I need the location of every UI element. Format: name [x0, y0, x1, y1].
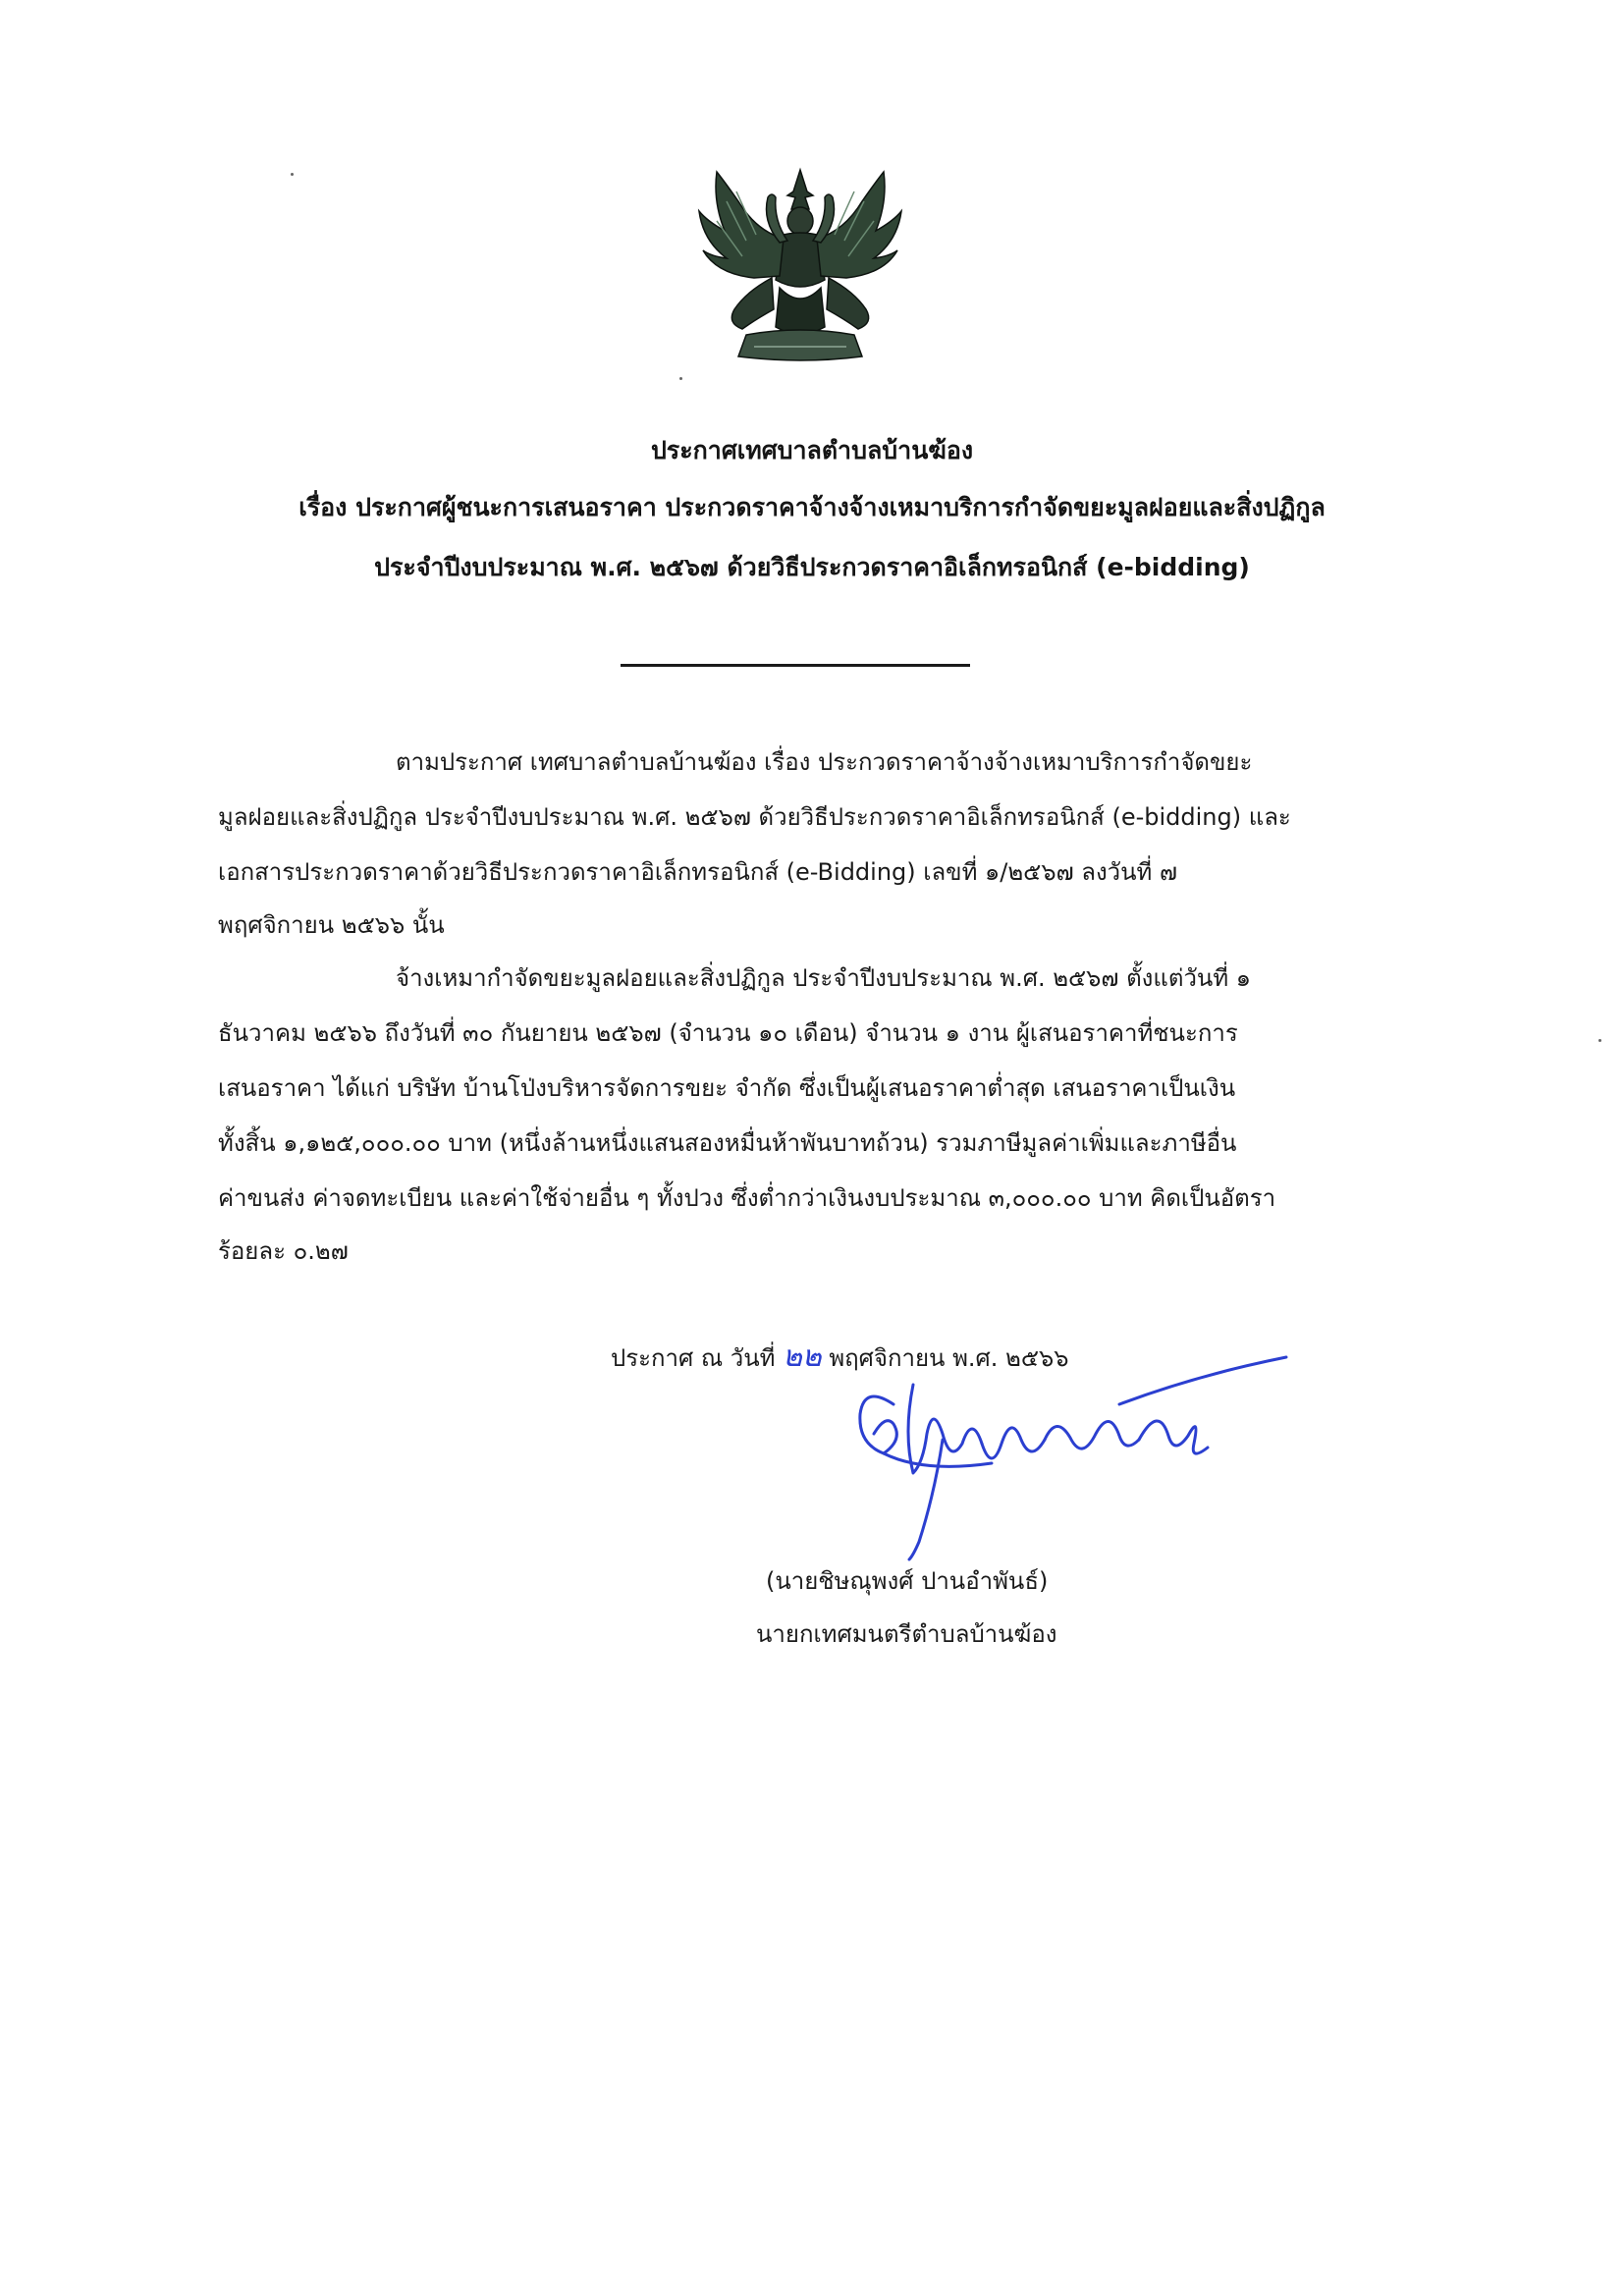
signatory-name: (นายชิษณุพงศ์ ปานอำพันธ์): [766, 1567, 1049, 1595]
garuda-emblem-icon: [677, 162, 923, 368]
paragraph-1-line: เอกสารประกวดราคาด้วยวิธีประกวดราคาอิเล็กทรอนิกส์ (e-Bidding) เลขที่ ๑/๒๕๖๗ ลงวันที่ ๗: [218, 858, 1178, 886]
paragraph-2-line: ค่าขนส่ง ค่าจดทะเบียน และค่าใช้จ่ายอื่น ๆ ทั้งปวง ซึ่งต่ำกว่าเงินงบประมาณ ๓,๐๐๐.๐๐ บาท คิดเป็นอัตรา: [218, 1184, 1276, 1212]
paragraph-2-line: ธันวาคม ๒๕๖๖ ถึงวันที่ ๓๐ กันยายน ๒๕๖๗ (จำนวน ๑๐ เดือน) จำนวน ๑ งาน ผู้เสนอราคาที่ชนะการ: [218, 1019, 1238, 1047]
paragraph-2-line: ร้อยละ ๐.๒๗: [218, 1237, 349, 1265]
document-subject-line-1: เรื่อง ประกาศผู้ชนะการเสนอราคา ประกวดราคาจ้างจ้างเหมาบริการกำจัดขยะมูลฝอยและสิ่งปฏิกูล: [298, 493, 1326, 521]
paragraph-2-line: เสนอราคา ได้แก่ บริษัท บ้านโป่งบริหารจัดการขยะ จำกัด ซึ่งเป็นผู้เสนอราคาต่ำสุด เสนอราคาเป็นเงิน: [218, 1074, 1236, 1102]
document-org-title: ประกาศเทศบาลตำบลบ้านฆ้อง: [650, 436, 974, 465]
title-underline: [621, 664, 970, 667]
announcement-suffix: พฤศจิกายน พ.ศ. ๒๕๖๖: [829, 1344, 1069, 1372]
signatory-position: นายกเทศมนตรีตำบลบ้านฆ้อง: [756, 1620, 1057, 1648]
paragraph-1-line: ตามประกาศ เทศบาลตำบลบ้านฆ้อง เรื่อง ประกวดราคาจ้างจ้างเหมาบริการกำจัดขยะ: [396, 748, 1253, 776]
scan-speck: [1598, 1039, 1601, 1042]
scan-speck: [291, 173, 294, 176]
paragraph-2-line: ทั้งสิ้น ๑,๑๒๕,๐๐๐.๐๐ บาท (หนึ่งล้านหนึ่งแสนสองหมื่นห้าพันบาทถ้วน) รวมภาษีมูลค่าเพิ่มและภาษีอื่น: [218, 1129, 1237, 1157]
paragraph-1-line: มูลฝอยและสิ่งปฏิกูล ประจำปีงบประมาณ พ.ศ. ๒๕๖๗ ด้วยวิธีประกวดราคาอิเล็กทรอนิกส์ (e-bidding) และ: [218, 803, 1291, 831]
handwritten-signature: [825, 1345, 1296, 1561]
scan-speck: [679, 377, 682, 380]
handwritten-day: ๒๒: [783, 1339, 822, 1374]
announcement-prefix: ประกาศ ณ วันที่: [611, 1344, 776, 1372]
document-subject-line-2: ประจำปีงบประมาณ พ.ศ. ๒๕๖๗ ด้วยวิธีประกวดราคาอิเล็กทรอนิกส์ (e-bidding): [374, 553, 1250, 581]
paragraph-2-line: จ้างเหมากำจัดขยะมูลฝอยและสิ่งปฏิกูล ประจำปีงบประมาณ พ.ศ. ๒๕๖๗ ตั้งแต่วันที่ ๑: [396, 964, 1252, 992]
paragraph-1-line: พฤศจิกายน ๒๕๖๖ นั้น: [218, 911, 445, 939]
